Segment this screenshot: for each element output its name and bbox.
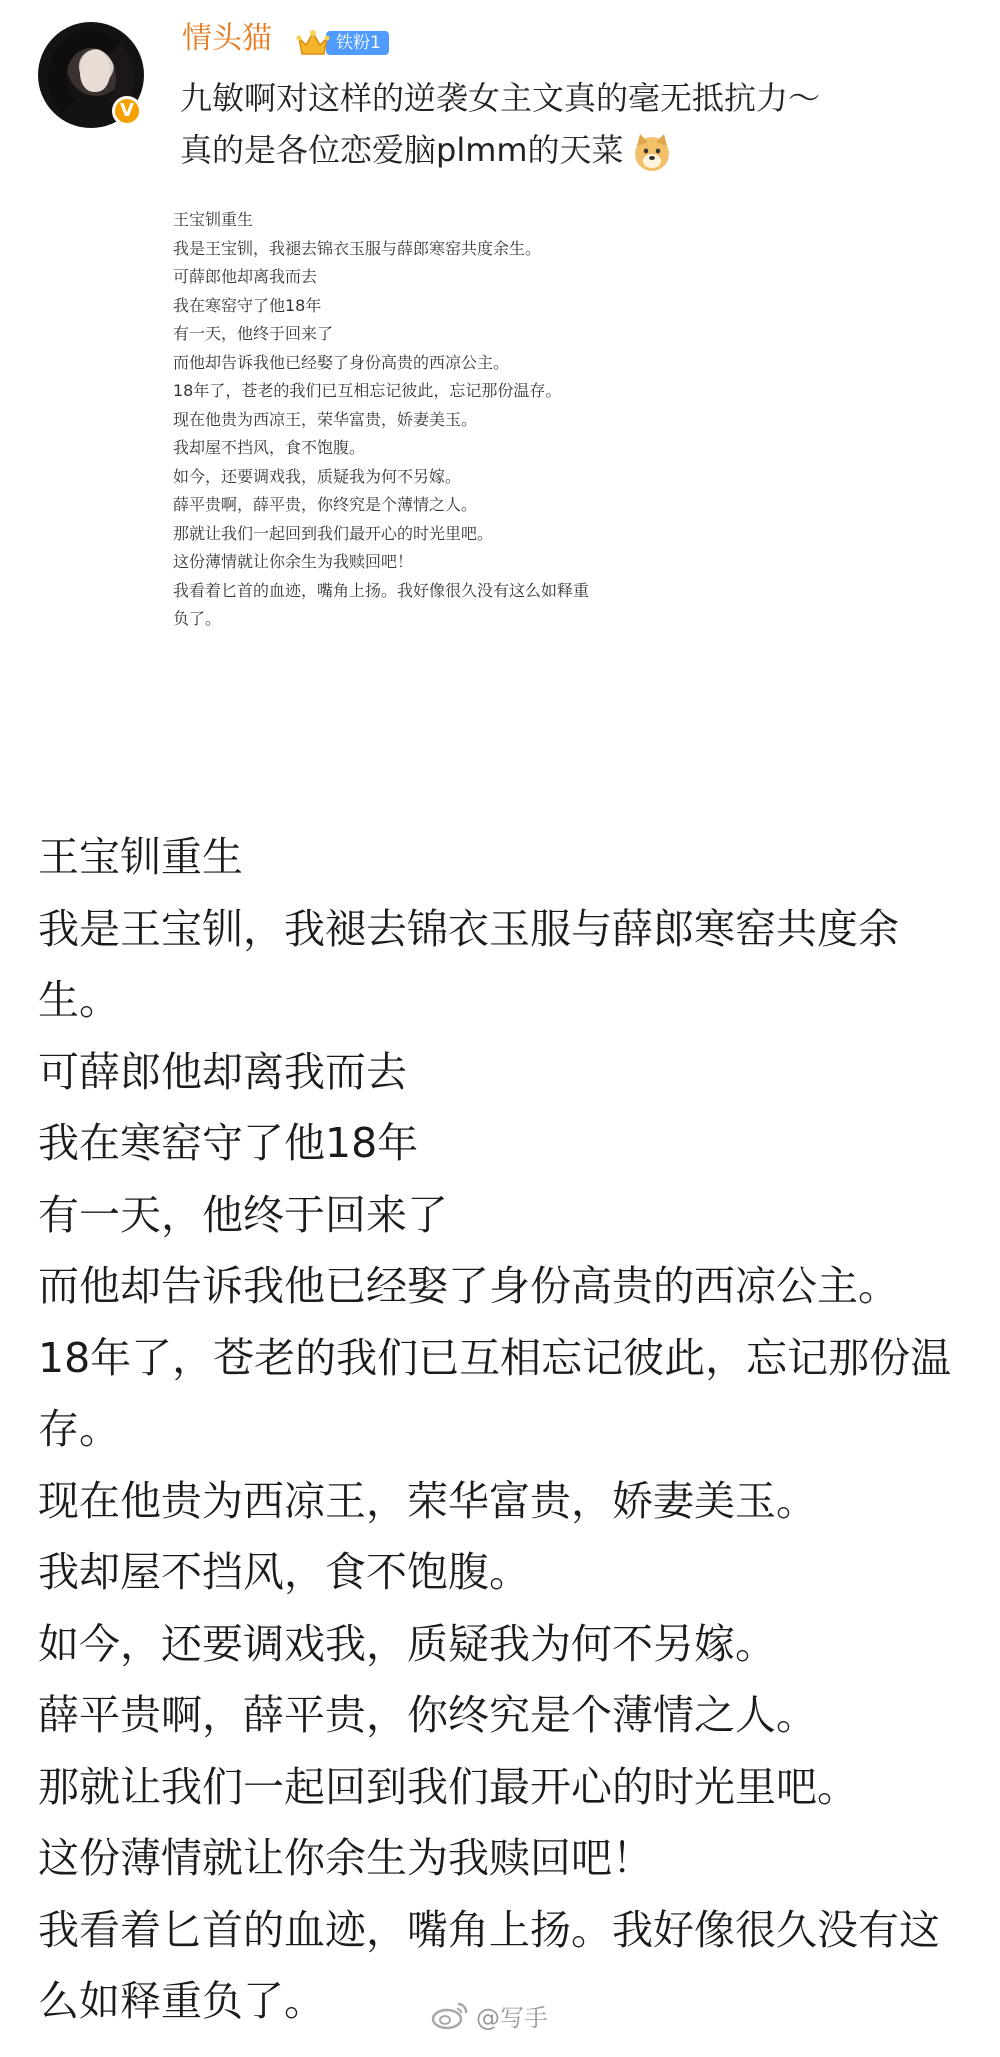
post-header bbox=[0, 0, 1000, 220]
story-line: 而他却告诉我他已经娶了身份高贵的西凉公主。 bbox=[173, 352, 510, 372]
story-line: 有一天，他终于回来了 bbox=[38, 1190, 448, 1239]
story-line: 现在他贵为西凉王，荣华富贵，娇妻美玉。 bbox=[173, 409, 478, 429]
story-line: 我看着匕首的血迹，嘴角上扬。我好像很久没有这么如释重负了。 bbox=[38, 1905, 940, 2025]
story-image-large bbox=[38, 822, 978, 2038]
story-line: 现在他贵为西凉王，荣华富贵，娇妻美玉。 bbox=[38, 1476, 817, 1525]
story-line: 18年了，苍老的我们已互相忘记彼此，忘记那份温存。 bbox=[173, 381, 562, 400]
story-line: 王宝钏重生 bbox=[173, 210, 254, 229]
watermark bbox=[430, 1995, 548, 2035]
story-line: 薛平贵啊，薛平贵，你终究是个薄情之人。 bbox=[38, 1691, 817, 1739]
story-line: 这份薄情就让你余生为我赎回吧！ bbox=[173, 552, 414, 571]
watermark-text: @写手 bbox=[476, 2003, 548, 2032]
post-text-line-2: 真的是各位恋爱脑plmm的天菜 bbox=[180, 131, 624, 169]
story-line: 那就让我们一起回到我们最开心的时光里吧。 bbox=[173, 523, 494, 543]
story-line: 这份薄情就让你余生为我赎回吧！ bbox=[38, 1834, 653, 1882]
username[interactable]: 情头猫 bbox=[182, 21, 272, 56]
story-line: 可薛郎他却离我而去 bbox=[173, 267, 318, 286]
story-line: 可薛郎他却离我而去 bbox=[38, 1047, 407, 1096]
story-line: 我却屋不挡风，食不饱腹。 bbox=[38, 1548, 530, 1596]
doge-icon bbox=[630, 132, 674, 172]
story-line: 我却屋不挡风，食不饱腹。 bbox=[173, 438, 366, 457]
story-line: 那就让我们一起回到我们最开心的时光里吧。 bbox=[38, 1762, 858, 1811]
story-line: 有一天，他终于回来了 bbox=[173, 324, 334, 343]
story-line: 我看着匕首的血迹，嘴角上扬。我好像很久没有这么如释重负了。 bbox=[173, 580, 590, 628]
avatar-face bbox=[80, 50, 110, 92]
story-line: 我在寒窑守了他18年 bbox=[173, 295, 322, 315]
story-line: 18年了，苍老的我们已互相忘记彼此，忘记那份温存。 bbox=[38, 1333, 952, 1453]
post-text bbox=[180, 72, 970, 176]
post-text-line-1: 九敏啊对这样的逆袭女主文真的毫无抵抗力～ bbox=[180, 79, 821, 117]
story-line: 我是王宝钏，我褪去锦衣玉服与薛郎寒窑共度余生。 bbox=[38, 904, 899, 1024]
crown-icon bbox=[296, 28, 330, 58]
fan-badge[interactable] bbox=[296, 26, 389, 60]
story-line: 我是王宝钏，我褪去锦衣玉服与薛郎寒窑共度余生。 bbox=[173, 238, 542, 258]
story-image-small bbox=[173, 206, 593, 634]
weibo-logo-icon bbox=[430, 1999, 470, 2031]
story-line: 王宝钏重生 bbox=[38, 833, 243, 881]
fan-badge-label: 铁粉1 bbox=[326, 31, 389, 55]
story-line: 我在寒窑守了他18年 bbox=[38, 1119, 419, 1167]
story-line: 如今，还要调戏我，质疑我为何不另嫁。 bbox=[38, 1619, 776, 1668]
story-line: 而他却告诉我他已经娶了身份高贵的西凉公主。 bbox=[38, 1262, 899, 1310]
story-line: 如今，还要调戏我，质疑我为何不另嫁。 bbox=[173, 466, 462, 486]
story-line: 薛平贵啊，薛平贵，你终究是个薄情之人。 bbox=[173, 495, 478, 514]
verified-v-icon: V bbox=[112, 96, 142, 126]
